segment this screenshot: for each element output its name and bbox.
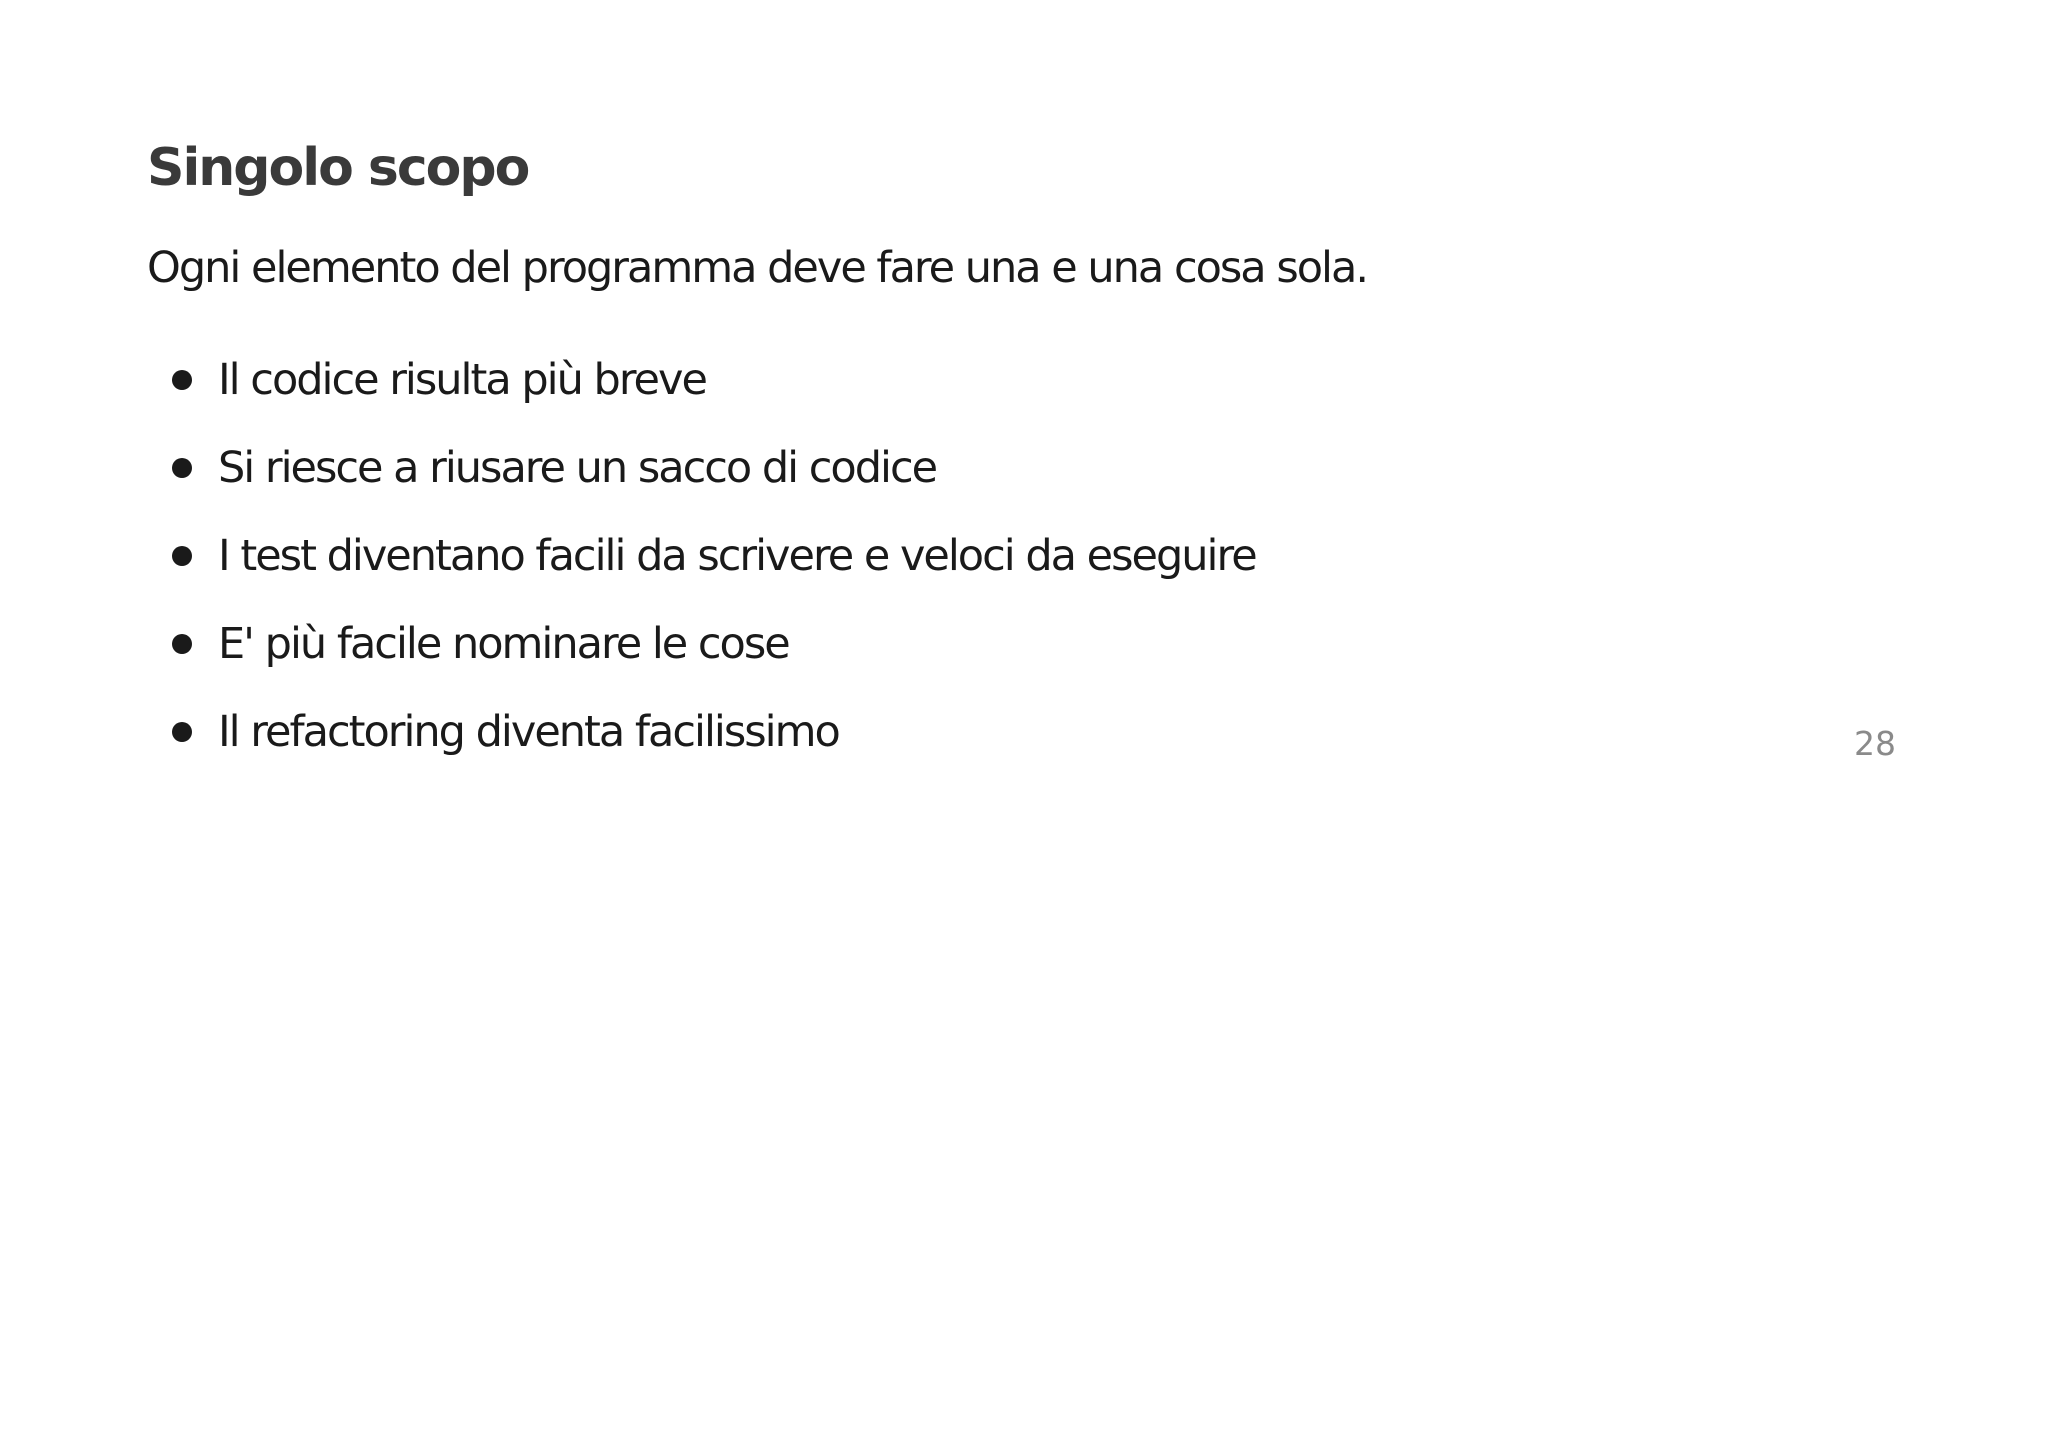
bullet-item (147, 600, 1256, 688)
bullet-item (147, 424, 1256, 512)
bullet-text: Il refactoring diventa facilissimo (218, 707, 839, 757)
bullet-list (147, 336, 1256, 776)
bullet-icon (172, 370, 192, 390)
bullet-icon (172, 458, 192, 478)
slide-title: Singolo scopo (147, 138, 529, 198)
bullet-text: E' più facile nominare le cose (218, 619, 789, 669)
bullet-icon (172, 722, 192, 742)
bullet-text: Il codice risulta più breve (218, 355, 706, 405)
bullet-item (147, 336, 1256, 424)
page-number: 28 (1854, 724, 1896, 763)
bullet-text: Si riesce a riusare un sacco di codice (218, 443, 937, 493)
bullet-item (147, 512, 1256, 600)
bullet-icon (172, 634, 192, 654)
bullet-item (147, 688, 1256, 776)
intro-text: Ogni elemento del programma deve fare una e una cosa sola. (147, 243, 1368, 293)
bullet-icon (172, 546, 192, 566)
bullet-text: I test diventano facili da scrivere e veloci da eseguire (218, 531, 1256, 581)
